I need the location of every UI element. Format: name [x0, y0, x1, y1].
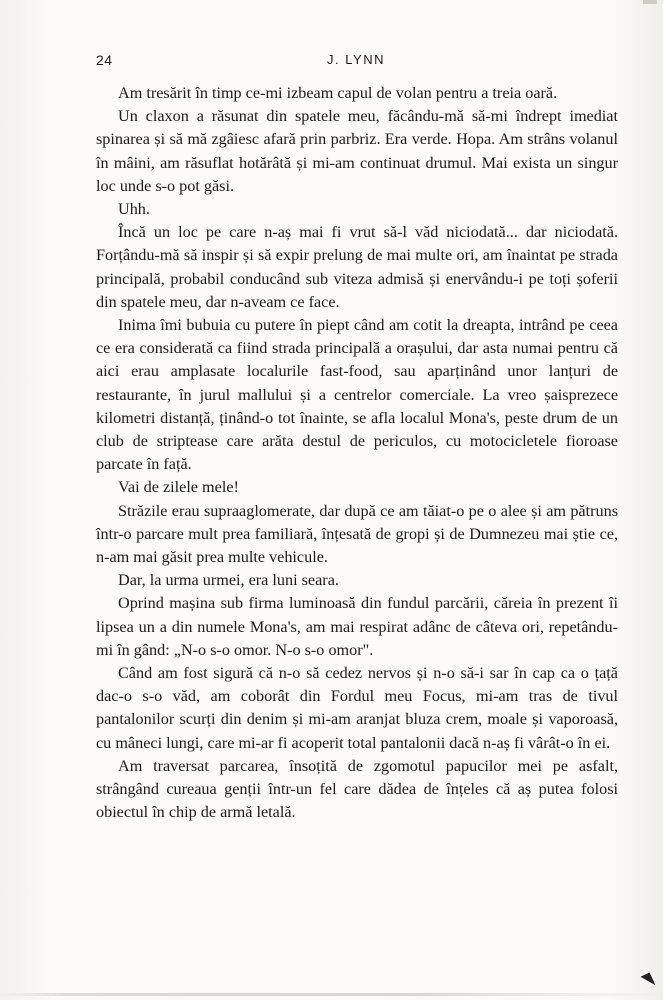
- paragraph: Când am fost sigură că n-o să cedez nervos și n-o să-i sar în cap ca o țață dac-o s-o văd, am coborât din Fordul meu Focus, mi-am tras de tivul pantalonilor scurți din denim și mi-am aranjat bluza crem, moale și vaporoasă, cu mâneci lungi, care mi-ar fi acoperit total pantalonii dacă n-aș fi vârât-o în ei.: [96, 664, 618, 752]
- page-number: 24: [96, 52, 113, 68]
- paragraph: Oprind mașina sub firma luminoasă din fundul parcării, căreia în prezent îi lipsea un a din numele Mona's, am mai respirat adânc de câteva ori, repetându-mi în gând: „N-o s-o omor. N-o s-o omor".: [96, 594, 618, 659]
- paragraph: Dar, la urma urmei, era luni seara.: [118, 571, 339, 590]
- paragraph: Inima îmi bubuia cu putere în piept când am cotit la dreapta, intrând pe ceea ce era considerată ca fiind strada principală a orașului, dar asta numai pentru că aici erau amplasate localurile fast-food, sau aparținând unor lanțuri de restaurante, în jurul mallului și a centrelor comerciale. La vreo șaisprezece kilometri distanță, ținând-o tot înainte, se afla localul Mona's, peste drum de un club de striptease care arăta destul de periculos, cu motocicletele fioroase parcate în față.: [96, 316, 618, 474]
- body-text: [96, 82, 618, 825]
- page-edge-mark: [643, 0, 657, 4]
- paragraph: Vai de zilele mele!: [118, 478, 239, 497]
- paragraph: Un claxon a răsunat din spatele meu, făcându-mă să-mi îndrept imediat spinarea și să mă zgâiesc afară prin parbriz. Era verde. Hopa. Am strâns volanul în mâini, am răsuflat hotărâtă și mi-am continuat drumul. Mai exista un singur loc unde s-o pot găsi.: [96, 107, 618, 195]
- paragraph: Străzile erau supraaglomerate, dar după ce am tăiat-o pe o alee și am pătruns într-o parcare mult prea familiară, înțesată de gropi și de Dumnezeu mai știe ce, n-am mai găsit prea multe vehicule.: [96, 501, 618, 567]
- page-header: [96, 52, 616, 72]
- paragraph: Uhh.: [118, 200, 150, 219]
- paragraph: Am traversat parcarea, însoțită de zgomotul papucilor mei pe asfalt, strângând cureaua genții într-un fel care dădea de înțeles că aș putea folosi obiectul în chip de armă letală.: [96, 756, 618, 822]
- page-bottom-edge: [0, 993, 663, 996]
- corner-arrow-mark: [641, 973, 656, 990]
- paragraph: Am tresărit în timp ce-mi izbeam capul de volan pentru a treia oară.: [118, 84, 558, 102]
- paragraph: Încă un loc pe care n-aș mai fi vrut să-l văd niciodată... dar niciodată. Forțându-mă să inspir și să expir prelung de mai multe ori, am înaintat pe strada principală, probabil conducând sub viteza admisă și enervându-i pe toți șoferii din spatele meu, dar n-aveam ce face.: [96, 223, 618, 311]
- running-head-author: J. LYNN: [327, 52, 385, 67]
